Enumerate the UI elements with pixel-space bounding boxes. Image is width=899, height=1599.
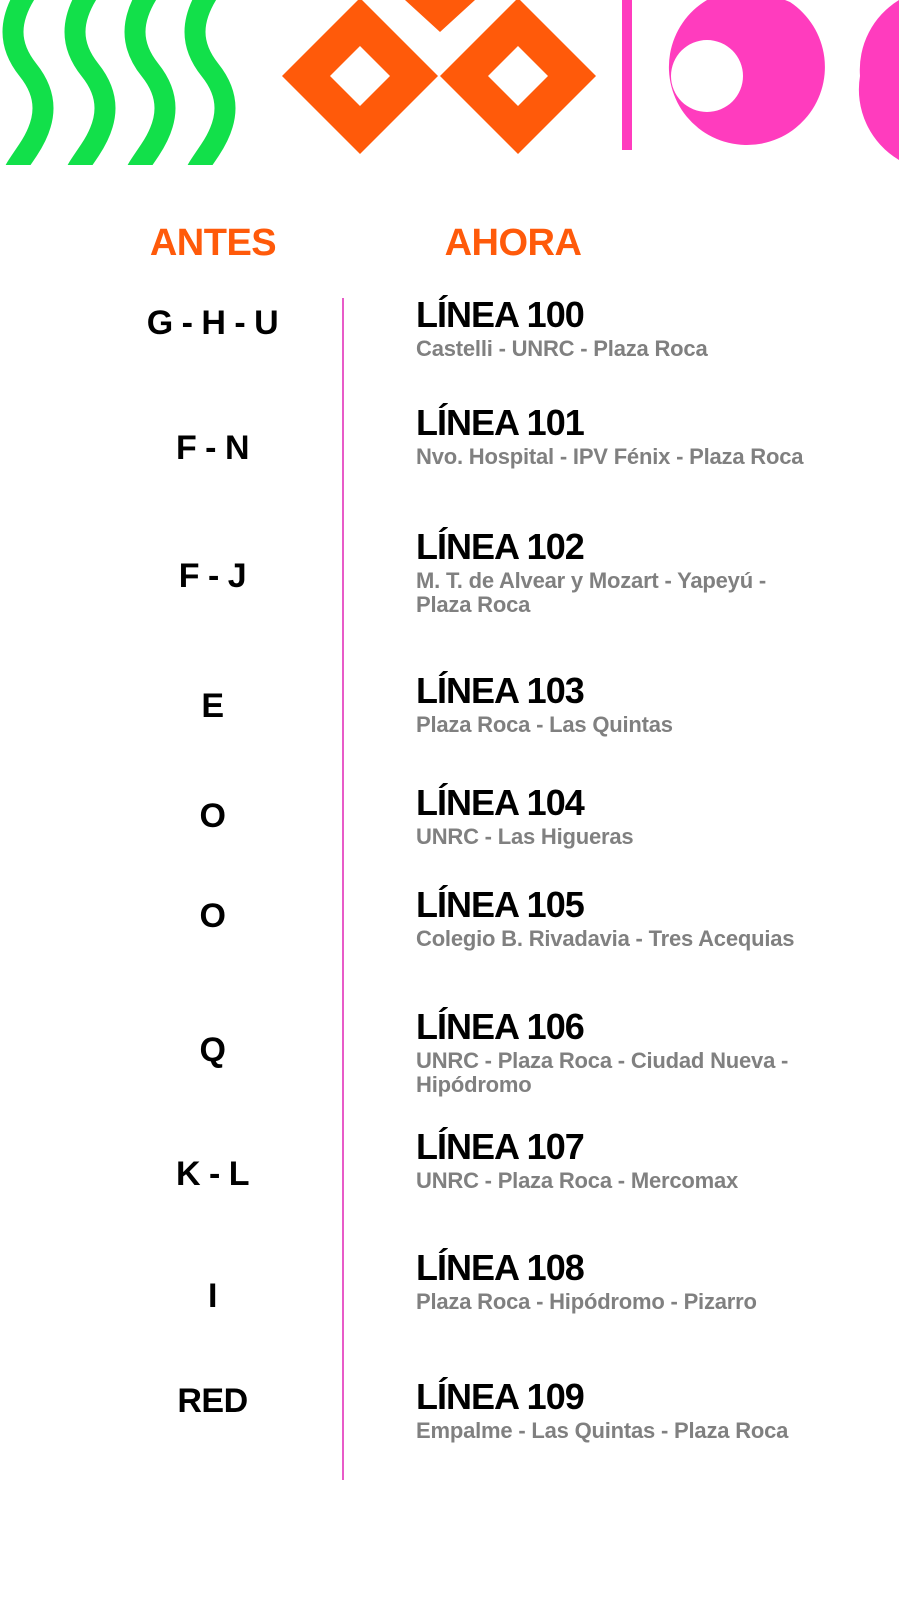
new-line-name: LÍNEA 107 — [416, 1126, 584, 1167]
new-line-entry — [416, 404, 816, 469]
new-line-entry — [416, 1128, 816, 1193]
pink-ring-pattern — [622, 0, 899, 160]
old-line-code: G - H - U — [146, 304, 279, 342]
column-divider — [342, 298, 344, 1480]
old-line-code: O — [199, 797, 226, 835]
decorative-banner — [0, 0, 899, 165]
new-line-name: LÍNEA 104 — [416, 782, 584, 823]
new-line-name: LÍNEA 106 — [416, 1006, 584, 1047]
new-line-route: Castelli - UNRC - Plaza Roca — [416, 336, 708, 361]
green-wave-pattern — [13, 0, 225, 165]
new-line-route: UNRC - Las Higueras — [416, 824, 634, 849]
new-line-route: Colegio B. Rivadavia - Tres Acequias — [416, 926, 795, 951]
new-line-route: Plaza Roca - Las Quintas — [416, 712, 673, 737]
old-line-code: E — [201, 687, 224, 725]
old-line-code: F - N — [175, 429, 250, 467]
new-line-route: UNRC - Plaza Roca - Mercomax — [416, 1168, 739, 1193]
new-line-entry — [416, 1008, 816, 1097]
new-line-name: LÍNEA 103 — [416, 670, 584, 711]
new-line-route: Plaza Roca - Hipódromo - Pizarro — [416, 1289, 757, 1314]
new-line-entry — [416, 784, 816, 849]
old-line-code: F - J — [178, 557, 247, 595]
new-line-route: M. T. de Alvear y Mozart - Yapeyú - Plaza Roca — [416, 568, 766, 617]
new-line-entry — [416, 886, 816, 951]
column-header-ahora: AHORA — [444, 222, 582, 264]
orange-diamond-pattern — [282, 0, 596, 154]
new-line-entry — [416, 1249, 816, 1314]
new-line-entry — [416, 528, 816, 617]
new-line-name: LÍNEA 101 — [416, 402, 584, 443]
new-line-entry — [416, 672, 816, 737]
new-line-entry — [416, 1378, 816, 1443]
old-line-code: RED — [177, 1382, 248, 1420]
old-line-code: Q — [199, 1031, 226, 1069]
old-line-code: I — [208, 1277, 217, 1315]
new-line-entry — [416, 296, 816, 361]
new-line-route: Empalme - Las Quintas - Plaza Roca — [416, 1418, 789, 1443]
new-line-name: LÍNEA 100 — [416, 294, 584, 335]
new-line-name: LÍNEA 105 — [416, 884, 584, 925]
old-line-code: O — [199, 897, 226, 935]
column-header-antes: ANTES — [149, 222, 277, 264]
new-line-route: UNRC - Plaza Roca - Ciudad Nueva - Hipódromo — [416, 1048, 789, 1097]
old-line-code: K - L — [175, 1155, 250, 1193]
new-line-name: LÍNEA 108 — [416, 1247, 584, 1288]
new-line-name: LÍNEA 109 — [416, 1376, 584, 1417]
new-line-name: LÍNEA 102 — [416, 526, 584, 567]
new-line-route: Nvo. Hospital - IPV Fénix - Plaza Roca — [416, 444, 804, 469]
